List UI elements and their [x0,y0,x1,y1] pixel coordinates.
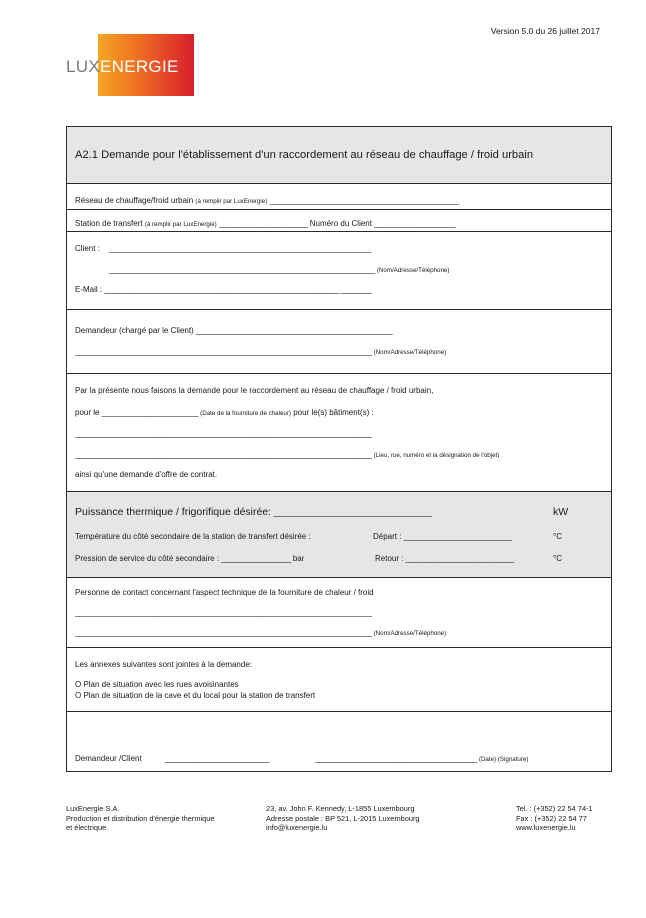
footer-tel: Tel. : (+352) 22 54 74-1 [516,804,593,813]
demandeur-row-2 [75,347,446,356]
reseau-label: Réseau de chauffage/froid urbain [75,196,194,205]
annexes-label: Les annexes suivantes sont jointes à la demande: [75,660,253,669]
footer-company-name: LuxEnergie S.A. [66,804,120,813]
client-field-2[interactable]: _____________________________________________________________________ [109,265,375,274]
annexes-section [67,647,611,711]
footer-website-link[interactable]: www.luxenergie.lu [516,823,576,832]
logo-wordmark [66,57,179,77]
station-field[interactable]: _______________________ [218,219,308,228]
client-label: Client : [75,244,100,253]
contact-field-2[interactable]: _____________________________________________________________________________ [75,628,372,637]
puissance-unit: kW [553,506,569,518]
signature-section [67,711,611,771]
station-note: (à remplir par LuxEnergie) [144,221,217,228]
reseau-section [67,183,611,209]
batiment-field-2[interactable]: _____________________________________________________________________________ [75,450,372,459]
depart-unit: °C [553,532,562,541]
demandeur-label: Demandeur (chargé par le Client) [75,326,194,335]
temperature-label: Température du côté secondaire de la station de transfert désirée : [75,532,311,541]
pression-field[interactable]: __________________ [221,554,291,563]
signature-note: (Date) (Signature) [478,756,529,763]
reseau-note: (à remplir par LuxEnergie) [195,198,268,205]
date-note: (Date de la fourniture de chaleur) [200,410,291,417]
demande-text-1: Par la présente nous faisons la demande pour le raccordement au réseau de chauffage / froid urbain, [75,386,434,395]
retour-row [375,554,513,563]
pression-unit: bar [292,554,305,563]
pression-label: Pression de service du côté secondaire : [75,554,220,563]
client-section [67,231,611,309]
demandeur-note: (Nom/Adresse/Téléphone) [373,349,447,356]
demandeur-section [67,309,611,373]
lieu-note: (Lieu, rue, numéro et la désignation de l'objet) [373,452,500,459]
puissance-row [75,506,431,518]
contact-note: (Nom/Adresse/Téléphone) [373,630,447,637]
retour-unit: °C [553,554,562,563]
reseau-row [75,196,458,205]
depart-row [373,532,511,541]
client-number-label: Numéro du Client [309,219,372,228]
puissance-label: Puissance thermique / frigorifique désirée: [75,506,272,518]
client-number-field[interactable]: _____________________ [374,219,456,228]
logo-energie: ENERGIE [99,57,179,76]
email-label: E-Mail : [75,285,103,294]
request-form [66,126,612,772]
offre-text: ainsi qu'une demande d'offre de contrat. [75,470,218,479]
footer-email-link[interactable]: info@luxenergie.lu [266,823,328,832]
puissance-field[interactable]: _________________________________________ [273,508,432,517]
form-title: A2.1 Demande pour l'établissement d'un raccordement au réseau de chauffage / froid urbain [75,149,534,161]
pression-row [75,554,304,563]
depart-label: Départ : [373,532,402,541]
station-row [75,219,455,228]
annexe-item-1[interactable]: O Plan de situation avec les rues avoisinantes [75,680,239,689]
email-field[interactable]: _____________________________________________________________ ________ [104,285,372,294]
email-row [75,285,372,294]
version-text: Version 5.0 du 26 juillet 2017 [490,26,600,36]
footer-address [266,804,420,833]
retour-field[interactable]: ____________________________ [405,554,514,563]
footer-company-desc-2: et électrique [66,823,107,832]
signature-field-2[interactable]: __________________________________________ [315,754,477,763]
demande-row-date [75,408,374,417]
station-section [67,209,611,231]
annexe-item-2[interactable]: O Plan de situation de la cave et du local pour la station de transfert [75,691,316,700]
client-field-1[interactable]: ____________________________________________________________________ [109,244,371,253]
demandeur-field-2[interactable]: _____________________________________________________________________________ [75,347,372,356]
footer-street: 23, av. John F. Kennedy, L-1855 Luxembourg [266,804,415,813]
footer-fax: Fax : (+352) 22 54 77 [516,813,587,823]
form-title-section [67,127,611,183]
signature-field-1[interactable]: ___________________________ [165,754,269,763]
contact-section [67,577,611,647]
demande-row-lieu [75,450,499,459]
date-field[interactable]: _________________________ [101,408,198,417]
retour-label: Retour : [375,554,404,563]
logo-lux: LUX [66,57,100,76]
station-label: Station de transfert [75,219,143,228]
footer-company-desc-1: Production et distribution d'énergie thermique [66,813,215,823]
batiment-field-1[interactable]: _____________________________________________________________________________ [75,429,372,438]
reseau-field[interactable]: _________________________________________________ [269,196,459,205]
batiment-label: pour le(s) bâtiment(s) : [293,408,374,417]
demandeur-row-1 [75,326,392,335]
contact-field-1[interactable]: _____________________________________________________________________________ [75,608,372,617]
puissance-section [67,491,611,577]
footer-postal: Adresse postale : BP 521, L-2015 Luxembourg [266,813,420,823]
client-note: (Nom/Adresse/Téléphone) [376,267,450,274]
pour-le-label: pour le [75,408,100,417]
signature-row-2 [315,754,528,763]
contact-label: Personne de contact concernant l'aspect technique de la fourniture de chaleur / froid [75,588,374,597]
footer-company [66,804,215,833]
client-row-2 [109,265,449,274]
footer-contact [516,804,593,833]
contact-row-2 [75,628,446,637]
demande-section [67,373,611,491]
demandeur-field-1[interactable]: ___________________________________________________ [195,326,393,335]
depart-field[interactable]: ____________________________ [403,532,512,541]
signature-label: Demandeur /Client [75,754,142,763]
